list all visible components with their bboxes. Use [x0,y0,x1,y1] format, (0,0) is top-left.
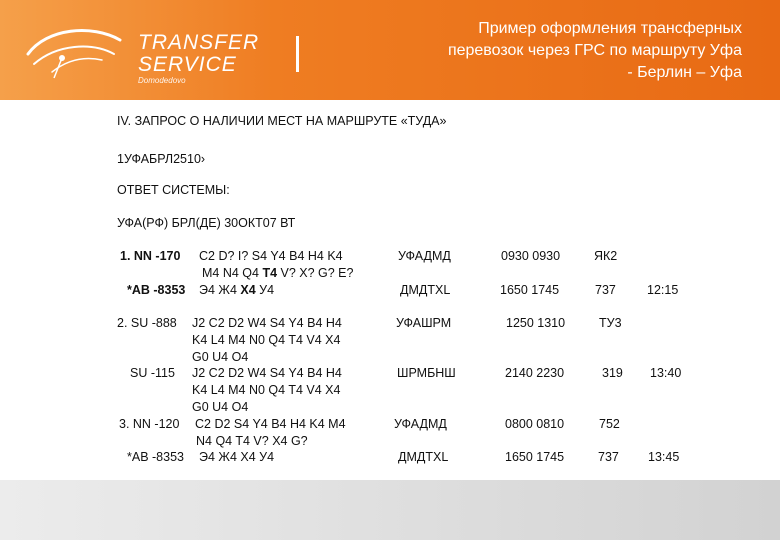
option3-connection-aircraft: 737 [598,450,619,464]
option2-times: 1250 1310 [506,316,566,330]
option2-connection-classes-line1: J2 C2 D2 W4 S4 Y4 B4 H4 [192,366,342,380]
option2-classes-line3: G0 U4 O4 [192,350,249,364]
option3-aircraft: 752 [599,417,620,431]
option1-classes-line1: С2 D? I? S4 Y4 B4 H4 K4 [199,249,343,263]
option2-aircraft: ТУ3 [599,316,622,330]
option3-connection-flight: *AB -8353 [127,450,184,464]
footer-bar [0,480,780,540]
selected-class: X4 [240,283,256,297]
option2-flight: 2. SU -888 [117,316,177,330]
option1-connection-classes: Э4 Ж4 X4 У4 [199,283,275,297]
option1-connection-flight: *AB -8353 [127,283,186,297]
option2-connection-classes-line3: G0 U4 O4 [192,400,249,414]
title-line-3: - Берлин – Уфа [627,64,742,81]
brand-line2: SERVICE [138,53,237,76]
title-line-2: перевозок через ГРС по маршруту Уфа [447,42,742,59]
option2-classes-line1: J2 C2 D2 W4 S4 Y4 B4 H4 [192,316,342,330]
header-banner [0,0,780,100]
title-line-1: Пример оформления трансферных [478,20,742,37]
option2-connection-aircraft: 319 [602,366,623,380]
option2-total-time: 13:40 [650,366,682,380]
option1-total-time: 12:15 [647,283,679,297]
header-divider [296,36,299,72]
option3-classes-line2: N4 Q4 T4 V? X4 G? [196,434,308,448]
answer-label: ОТВЕТ СИСТЕМЫ: [117,183,230,197]
option3-total-time: 13:45 [648,450,680,464]
swirl-logo-icon [22,20,127,82]
option1-times: 0930 0930 [501,249,561,263]
option2-connection-route: ШРМБНШ [397,366,456,380]
option1-connection-times: 1650 1745 [500,283,560,297]
route-line: УФА(РФ) БРЛ(ДЕ) 30ОКТ07 ВТ [117,216,296,230]
option1-connection-route: ДМДТXL [400,283,451,297]
option1-route: УФАДМД [398,249,451,263]
option3-connection-route: ДМДТXL [398,450,449,464]
option3-route: УФАДМД [394,417,447,431]
brand-subtitle: Domodedovo [138,76,186,85]
option1-classes-line2: M4 N4 Q4 T4 V? X? G? E? [202,266,354,280]
section-heading: IV. ЗАПРОС О НАЛИЧИИ МЕСТ НА МАРШРУТЕ «ТУДА» [117,114,447,128]
brand-logo [138,32,259,85]
option3-times: 0800 0810 [505,417,565,431]
option2-connection-times: 2140 2230 [505,366,565,380]
option1-connection-aircraft: 737 [595,283,616,297]
option2-classes-line2: K4 L4 M4 N0 Q4 T4 V4 X4 [192,333,341,347]
option2-connection-classes-line2: K4 L4 M4 N0 Q4 T4 V4 X4 [192,383,341,397]
option3-connection-classes: Э4 Ж4 Х4 У4 [199,450,275,464]
option1-aircraft: ЯК2 [594,249,618,263]
slide-title [322,18,742,84]
selected-class: T4 [262,266,278,280]
option3-classes-line1: С2 D2 S4 Y4 B4 H4 K4 M4 [195,417,346,431]
option3-flight: 3. NN -120 [119,417,180,431]
option3-connection-times: 1650 1745 [505,450,565,464]
request-command: 1УФАБРЛ2510› [117,152,206,166]
option2-connection-flight: SU -115 [130,366,175,380]
option1-flight: 1. NN -170 [120,249,181,263]
brand-line1: TRANSFER [138,31,260,54]
option2-route: УФАШРМ [396,316,452,330]
